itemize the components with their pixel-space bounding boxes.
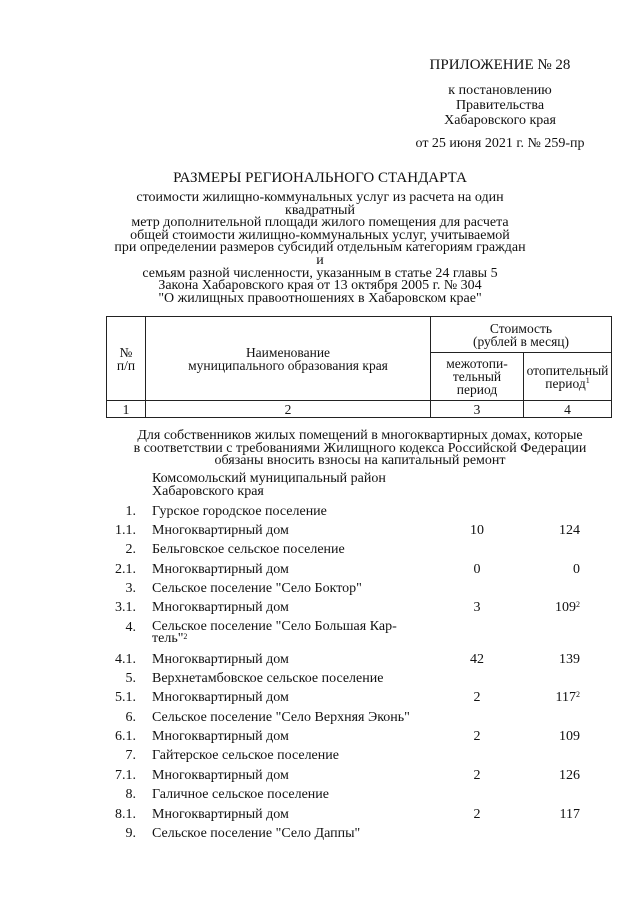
section-line: Для собственников жилых помещений в многоквартирных домах, которые	[137, 428, 583, 443]
value-heating-number: 139	[559, 652, 580, 667]
value-interheating: 2	[473, 729, 481, 744]
row-name-text: Многоквартирный дом	[152, 652, 289, 667]
row-number: 4.	[125, 620, 136, 635]
row-name	[152, 691, 432, 705]
section-heading	[100, 430, 620, 468]
table-row	[0, 788, 640, 802]
appendix-heading: ПРИЛОЖЕНИЕ № 28	[429, 57, 571, 73]
row-name-text: Сельское поселение "Село Даппы"	[152, 826, 361, 841]
subtitle-line: метр дополнительной площади жилого помещения для расчета	[131, 215, 509, 231]
table-row	[0, 601, 640, 615]
header-cost	[431, 317, 612, 353]
row-number: 3.	[125, 581, 136, 596]
value-heating	[559, 730, 580, 744]
row-name-text: Бельговское сельское поселение	[152, 542, 345, 557]
subtitle-line: "О жилищных правоотношениях в Хабаровском крае"	[158, 290, 482, 306]
header-cost-line: (рублей в месяц)	[472, 333, 570, 349]
value-heating-number: 126	[559, 768, 580, 783]
row-name	[152, 749, 432, 763]
row-number: 7.1.	[115, 768, 136, 783]
row-name	[152, 711, 432, 725]
footnote-mark: 2	[576, 690, 580, 699]
header-heat-line: отопительный	[526, 362, 609, 378]
table-row	[0, 543, 640, 557]
row-name	[152, 543, 432, 557]
row-name-text: Сельское поселение "Село Боктор"	[152, 581, 362, 596]
row-name	[152, 505, 432, 519]
table-row	[0, 505, 640, 519]
value-interheating: 3	[473, 600, 481, 615]
header-heat-word: период	[545, 375, 586, 391]
row-name	[152, 788, 432, 802]
col-number-1: 1	[107, 401, 146, 418]
value-interheating: 42	[470, 652, 484, 667]
row-name-text: Многоквартирный дом	[152, 729, 289, 744]
district-line: Хабаровского края	[152, 483, 264, 499]
table-row	[0, 563, 640, 577]
value-interheating: 10	[470, 523, 484, 538]
value-heating-number: 124	[559, 523, 580, 538]
table-row	[0, 808, 640, 822]
value-interheating: 2	[473, 768, 481, 783]
header-inter-line: межотопи-	[446, 356, 508, 371]
row-name-continued: тель"	[152, 631, 184, 646]
header-name	[146, 317, 431, 401]
section-line: в соответствии с требованиями Жилищного кодекса Российской Федерации	[133, 440, 587, 456]
table-row	[0, 749, 640, 763]
document-subtitle	[110, 192, 530, 305]
row-name	[152, 582, 432, 596]
value-heating-number: 117	[555, 690, 576, 705]
header-heat-line	[526, 377, 609, 390]
row-name-text: Сельское поселение "Село Большая Кар-	[152, 619, 397, 634]
row-number: 6.	[125, 710, 136, 725]
document-title: РАЗМЕРЫ РЕГИОНАЛЬНОГО СТАНДАРТА	[173, 170, 467, 186]
row-name-text: Многоквартирный дом	[152, 600, 289, 615]
row-number: 4.1.	[115, 652, 136, 667]
subtitle-line: Закона Хабаровского края от 13 октября 2005 г. № 304	[158, 278, 482, 294]
row-number: 2.	[125, 542, 136, 557]
subtitle-line: семьям разной численности, указанным в статье 24 главы 5	[142, 265, 498, 281]
row-name	[152, 827, 432, 841]
district-line: Комсомольский муниципальный район	[152, 471, 386, 486]
row-name-text: Галичное сельское поселение	[152, 787, 329, 802]
value-heating	[559, 653, 580, 667]
value-heating	[555, 601, 580, 615]
value-interheating: 0	[473, 562, 481, 577]
row-number: 6.1.	[115, 729, 136, 744]
value-interheating: 2	[473, 807, 481, 822]
table-row	[0, 582, 640, 596]
row-number: 3.1.	[115, 600, 136, 615]
district-name	[152, 473, 386, 498]
value-heating-number: 0	[573, 562, 580, 577]
row-number: 2.1.	[115, 562, 136, 577]
row-number: 7.	[125, 748, 136, 763]
row-name-text: Многоквартирный дом	[152, 523, 289, 538]
value-heating	[559, 524, 580, 538]
row-name	[152, 653, 432, 667]
row-number: 5.	[125, 671, 136, 686]
value-heating	[559, 769, 580, 783]
header-cost-line: Стоимость	[489, 320, 553, 336]
appendix-block	[380, 58, 620, 151]
row-number: 8.1.	[115, 807, 136, 822]
appendix-date: от 25 июня 2021 г. № 259-пр	[415, 136, 585, 151]
header-inter-line: период	[456, 382, 498, 397]
row-name	[152, 730, 432, 744]
row-number: 8.	[125, 787, 136, 802]
table-row	[0, 653, 640, 667]
footnote-mark: 1	[585, 375, 590, 385]
table-header	[106, 316, 612, 418]
header-num-line: п/п	[116, 357, 136, 373]
subtitle-line: при определении размеров субсидий отдельным категориям граждан и	[114, 240, 526, 268]
value-heating	[560, 808, 580, 822]
row-name-text: Многоквартирный дом	[152, 807, 289, 822]
header-name-line: Наименование	[245, 344, 331, 360]
row-name	[152, 563, 432, 577]
value-heating-number: 109	[559, 729, 580, 744]
row-number: 1.	[125, 504, 136, 519]
appendix-line: Правительства	[455, 98, 545, 113]
row-number: 5.1.	[115, 690, 136, 705]
appendix-line: к постановлению	[448, 83, 552, 98]
value-interheating: 2	[473, 690, 481, 705]
header-heating	[524, 353, 612, 401]
row-name-text: Многоквартирный дом	[152, 562, 289, 577]
table-row	[0, 524, 640, 538]
header-name-line: муниципального образования края	[188, 357, 388, 373]
row-name-text: Многоквартирный дом	[152, 768, 289, 783]
table-row	[0, 672, 640, 686]
row-name	[152, 769, 432, 783]
table-row	[0, 619, 640, 646]
header-inter-line: тельный	[452, 369, 502, 384]
row-name	[152, 601, 432, 615]
table-row	[0, 827, 640, 841]
row-number: 1.1.	[115, 523, 136, 538]
table-row	[0, 691, 640, 705]
row-name	[152, 621, 432, 645]
subtitle-line: стоимости жилищно-коммунальных услуг из расчета на один квадратный	[136, 190, 504, 218]
col-number-3: 3	[431, 401, 524, 418]
row-number: 9.	[125, 826, 136, 841]
col-number-2: 2	[146, 401, 431, 418]
col-number-4: 4	[524, 401, 612, 418]
appendix-line: Хабаровского края	[444, 113, 556, 128]
value-heating-number: 109	[555, 600, 576, 615]
row-name-text: Гайтерское сельское поселение	[152, 748, 339, 763]
row-name-text: Многоквартирный дом	[152, 690, 289, 705]
row-name	[152, 672, 432, 686]
table-row	[0, 711, 640, 725]
header-num-line: №	[119, 344, 133, 360]
row-name-text: Гурское городское поселение	[152, 504, 327, 519]
table-row	[0, 730, 640, 744]
row-name	[152, 808, 432, 822]
row-name	[152, 524, 432, 538]
value-heating	[556, 691, 580, 705]
subtitle-line: общей стоимости жилищно-коммунальных услуг, учитываемой	[130, 227, 510, 243]
footnote-mark: 2	[183, 632, 188, 641]
table-row	[0, 769, 640, 783]
value-heating-number: 117	[559, 807, 580, 822]
section-line: обязаны вносить взносы на капитальный ремонт	[214, 453, 506, 469]
row-name-text: Верхнетамбовское сельское поселение	[152, 671, 384, 686]
value-heating	[573, 563, 580, 577]
footnote-mark: 2	[576, 600, 580, 609]
row-name-text: Сельское поселение "Село Верхняя Эконь"	[152, 710, 410, 725]
header-interheating	[431, 353, 524, 401]
header-num	[107, 317, 146, 401]
